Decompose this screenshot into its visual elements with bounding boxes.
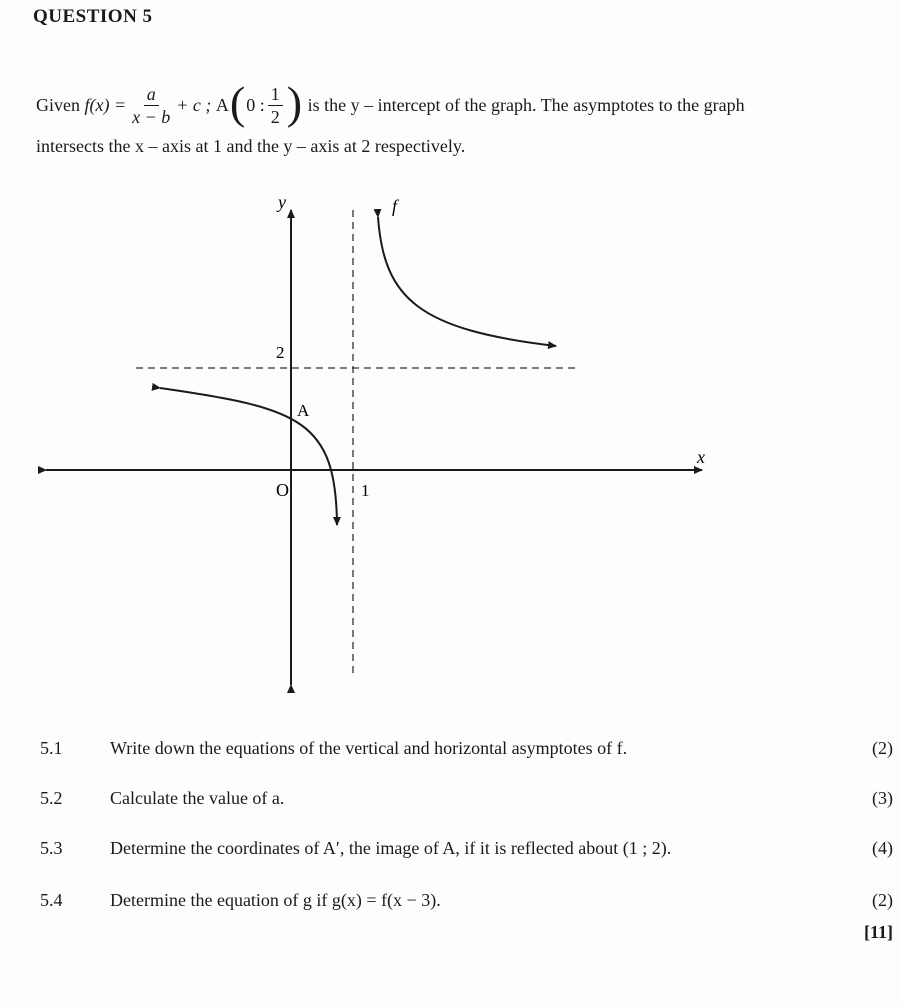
given-line-1 — [36, 77, 866, 128]
question-text: Write down the equations of the vertical and horizontal asymptotes of f. — [110, 738, 628, 758]
function-lhs: f(x) = — [84, 95, 127, 115]
question-marks: (2) — [872, 890, 893, 910]
question-marks: (3) — [872, 788, 893, 808]
y-axis-label: y — [278, 192, 286, 212]
given-line-1-rest: is the y – intercept of the graph. The asymptotes to the graph — [307, 95, 745, 115]
given-line-2: intersects the x – axis at 1 and the y – axis at 2 respectively. — [36, 136, 466, 156]
question-5-4 — [0, 890, 901, 918]
point-a-y-num: 1 — [268, 83, 283, 106]
point-a-y-den: 2 — [270, 106, 280, 127]
curve-left-branch — [160, 388, 337, 525]
hyperbola-graph — [0, 180, 901, 700]
question-5-1 — [0, 738, 901, 766]
question-5-2 — [0, 788, 901, 816]
question-number: 5.2 — [40, 788, 63, 808]
curve-right-branch — [378, 217, 556, 346]
x-tick-label: 1 — [361, 481, 370, 500]
right-paren: ) — [286, 77, 303, 128]
x-axis-label: x — [697, 447, 705, 467]
question-text: Determine the equation of g if g(x) = f(x − 3). — [110, 890, 441, 910]
total-marks: [11] — [864, 922, 893, 942]
fraction-denominator: x − b — [132, 106, 171, 127]
question-number: 5.1 — [40, 738, 63, 758]
given-statement — [36, 77, 866, 158]
question-marks: (2) — [872, 738, 893, 758]
question-5-3 — [0, 838, 901, 866]
question-text: Calculate the value of a. — [110, 788, 285, 808]
point-a-x: 0 : — [246, 95, 265, 115]
function-constant: + c ; — [176, 95, 212, 115]
given-word: Given — [36, 95, 80, 115]
question-title: QUESTION 5 — [33, 6, 153, 27]
question-number: 5.3 — [40, 838, 63, 858]
function-fraction — [129, 83, 173, 128]
point-a-graph-label: A — [297, 401, 310, 420]
left-paren: ( — [229, 77, 246, 128]
fraction-numerator: a — [144, 83, 159, 106]
question-text: Determine the coordinates of A′, the image of A, if it is reflected about (1 ; 2). — [110, 838, 672, 858]
y-tick-label: 2 — [276, 343, 285, 362]
question-marks: (4) — [872, 838, 893, 858]
question-number: 5.4 — [40, 890, 63, 910]
origin-label: O — [276, 480, 289, 500]
function-label: f — [392, 196, 398, 216]
point-a-label: A — [215, 95, 229, 115]
point-a-y-fraction — [268, 83, 283, 128]
